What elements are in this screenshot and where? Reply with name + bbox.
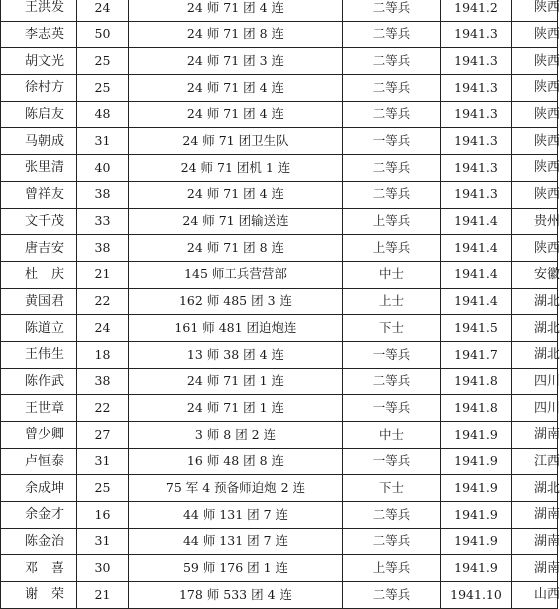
age-cell: 22 (77, 395, 129, 422)
soldier-name-cell: 王世章 (1, 395, 77, 422)
unit-cell: 44 师 131 团 7 连 (129, 502, 343, 529)
province-cell: 安徽 (512, 261, 558, 288)
province-cell: 湖北 (512, 288, 558, 315)
date-cell: 1941.3 (441, 48, 512, 75)
province-cell: 湖南 (512, 528, 558, 555)
unit-cell: 24 师 71 团 4 连 (129, 75, 343, 102)
province-cell: 湖南 (512, 502, 558, 529)
age-cell: 48 (77, 101, 129, 128)
age-cell: 30 (77, 555, 129, 582)
rank-cell: 二等兵 (343, 181, 441, 208)
age-cell: 25 (77, 475, 129, 502)
date-cell: 1941.10 (441, 582, 512, 609)
table-row (1, 208, 558, 235)
date-cell: 1941.3 (441, 128, 512, 155)
soldier-name-cell: 谢 荣 (1, 582, 77, 609)
date-cell: 1941.4 (441, 235, 512, 262)
age-cell: 25 (77, 48, 129, 75)
age-cell: 25 (77, 75, 129, 102)
table-row (1, 128, 558, 155)
soldier-name-cell: 卢恒泰 (1, 448, 77, 475)
unit-cell: 24 师 71 团 4 连 (129, 101, 343, 128)
table-row (1, 502, 558, 529)
rank-cell: 二等兵 (343, 48, 441, 75)
soldier-name-cell: 余成坤 (1, 475, 77, 502)
unit-cell: 24 师 71 团卫生队 (129, 128, 343, 155)
province-cell: 陕西 (512, 101, 558, 128)
rank-cell: 二等兵 (343, 155, 441, 182)
rank-cell: 二等兵 (343, 368, 441, 395)
table-row (1, 155, 558, 182)
rank-cell: 二等兵 (343, 21, 441, 48)
table-row (1, 181, 558, 208)
soldier-name-cell: 李志英 (1, 21, 77, 48)
rank-cell: 二等兵 (343, 582, 441, 609)
date-cell: 1941.7 (441, 341, 512, 368)
table-row (1, 341, 558, 368)
rank-cell: 二等兵 (343, 528, 441, 555)
age-cell: 31 (77, 448, 129, 475)
rank-cell: 中士 (343, 261, 441, 288)
province-cell: 山西 (512, 582, 558, 609)
soldier-name-cell: 徐村方 (1, 75, 77, 102)
age-cell: 50 (77, 21, 129, 48)
soldier-name-cell: 陈金治 (1, 528, 77, 555)
date-cell: 1941.9 (441, 422, 512, 449)
date-cell: 1941.3 (441, 75, 512, 102)
age-cell: 31 (77, 528, 129, 555)
unit-cell: 24 师 71 团 3 连 (129, 48, 343, 75)
date-cell: 1941.4 (441, 208, 512, 235)
province-cell: 湖南 (512, 422, 558, 449)
unit-cell: 24 师 71 团 1 连 (129, 368, 343, 395)
table-row (1, 528, 558, 555)
table-row (1, 101, 558, 128)
unit-cell: 24 师 71 团 4 连 (129, 181, 343, 208)
date-cell: 1941.9 (441, 555, 512, 582)
table-row (1, 315, 558, 342)
age-cell: 18 (77, 341, 129, 368)
date-cell: 1941.9 (441, 528, 512, 555)
rank-cell: 一等兵 (343, 448, 441, 475)
unit-cell: 162 师 485 团 3 连 (129, 288, 343, 315)
soldier-name-cell: 王洪发 (1, 0, 77, 21)
rank-cell: 一等兵 (343, 341, 441, 368)
age-cell: 16 (77, 502, 129, 529)
date-cell: 1941.5 (441, 315, 512, 342)
table-row (1, 422, 558, 449)
soldier-name-cell: 马朝成 (1, 128, 77, 155)
unit-cell: 24 师 71 团 1 连 (129, 395, 343, 422)
province-cell: 四川 (512, 395, 558, 422)
rank-cell: 上等兵 (343, 555, 441, 582)
province-cell: 陕西 (512, 181, 558, 208)
unit-cell: 161 师 481 团迫炮连 (129, 315, 343, 342)
unit-cell: 75 军 4 预备师迫炮 2 连 (129, 475, 343, 502)
age-cell: 24 (77, 0, 129, 21)
unit-cell: 44 师 131 团 7 连 (129, 528, 343, 555)
unit-cell: 145 师工兵营营部 (129, 261, 343, 288)
table-row (1, 288, 558, 315)
age-cell: 24 (77, 315, 129, 342)
table-row (1, 555, 558, 582)
table-row (1, 475, 558, 502)
soldier-name-cell: 陈作武 (1, 368, 77, 395)
rank-cell: 上士 (343, 288, 441, 315)
rank-cell: 二等兵 (343, 75, 441, 102)
unit-cell: 24 师 71 团输送连 (129, 208, 343, 235)
unit-cell: 178 师 533 团 4 连 (129, 582, 343, 609)
date-cell: 1941.3 (441, 181, 512, 208)
date-cell: 1941.9 (441, 502, 512, 529)
unit-cell: 24 师 71 团 8 连 (129, 21, 343, 48)
age-cell: 38 (77, 235, 129, 262)
age-cell: 22 (77, 288, 129, 315)
table-row (1, 395, 558, 422)
table-row (1, 75, 558, 102)
province-cell: 湖北 (512, 315, 558, 342)
table-row (1, 48, 558, 75)
date-cell: 1941.4 (441, 261, 512, 288)
rank-cell: 一等兵 (343, 395, 441, 422)
soldier-name-cell: 邓 喜 (1, 555, 77, 582)
rank-cell: 上等兵 (343, 235, 441, 262)
date-cell: 1941.3 (441, 155, 512, 182)
age-cell: 33 (77, 208, 129, 235)
unit-cell: 13 师 38 团 4 连 (129, 341, 343, 368)
province-cell: 湖南 (512, 555, 558, 582)
age-cell: 40 (77, 155, 129, 182)
table-row (1, 21, 558, 48)
age-cell: 21 (77, 582, 129, 609)
soldier-name-cell: 曾祥友 (1, 181, 77, 208)
rank-cell: 二等兵 (343, 0, 441, 21)
soldier-name-cell: 曾少卿 (1, 422, 77, 449)
unit-cell: 24 师 71 团 4 连 (129, 0, 343, 21)
rank-cell: 二等兵 (343, 101, 441, 128)
table-row (1, 368, 558, 395)
soldier-name-cell: 黄国君 (1, 288, 77, 315)
roster-body (1, 0, 558, 608)
province-cell: 陕西 (512, 0, 558, 21)
province-cell: 湖北 (512, 341, 558, 368)
soldier-name-cell: 陈道立 (1, 315, 77, 342)
table-row (1, 582, 558, 609)
table-row (1, 0, 558, 21)
unit-cell: 24 师 71 团机 1 连 (129, 155, 343, 182)
age-cell: 21 (77, 261, 129, 288)
province-cell: 陕西 (512, 75, 558, 102)
age-cell: 31 (77, 128, 129, 155)
table-row (1, 235, 558, 262)
table-row (1, 261, 558, 288)
date-cell: 1941.9 (441, 475, 512, 502)
soldier-name-cell: 唐吉安 (1, 235, 77, 262)
age-cell: 38 (77, 368, 129, 395)
province-cell: 陕西 (512, 235, 558, 262)
date-cell: 1941.2 (441, 0, 512, 21)
table-row (1, 448, 558, 475)
unit-cell: 16 师 48 团 8 连 (129, 448, 343, 475)
unit-cell: 59 师 176 团 1 连 (129, 555, 343, 582)
unit-cell: 24 师 71 团 8 连 (129, 235, 343, 262)
rank-cell: 下士 (343, 475, 441, 502)
soldier-name-cell: 胡文光 (1, 48, 77, 75)
rank-cell: 二等兵 (343, 502, 441, 529)
province-cell: 四川 (512, 368, 558, 395)
date-cell: 1941.8 (441, 395, 512, 422)
rank-cell: 一等兵 (343, 128, 441, 155)
soldier-name-cell: 文千茂 (1, 208, 77, 235)
rank-cell: 下士 (343, 315, 441, 342)
unit-cell: 3 师 8 团 2 连 (129, 422, 343, 449)
date-cell: 1941.3 (441, 21, 512, 48)
rank-cell: 中士 (343, 422, 441, 449)
age-cell: 27 (77, 422, 129, 449)
soldier-name-cell: 张里清 (1, 155, 77, 182)
province-cell: 陕西 (512, 21, 558, 48)
province-cell: 陕西 (512, 155, 558, 182)
province-cell: 贵州 (512, 208, 558, 235)
province-cell: 湖北 (512, 475, 558, 502)
soldier-name-cell: 余金才 (1, 502, 77, 529)
soldier-name-cell: 杜 庆 (1, 261, 77, 288)
soldier-name-cell: 陈启友 (1, 101, 77, 128)
date-cell: 1941.8 (441, 368, 512, 395)
date-cell: 1941.3 (441, 101, 512, 128)
date-cell: 1941.9 (441, 448, 512, 475)
age-cell: 38 (77, 181, 129, 208)
rank-cell: 上等兵 (343, 208, 441, 235)
province-cell: 陕西 (512, 128, 558, 155)
soldier-name-cell: 王伟生 (1, 341, 77, 368)
province-cell: 陕西 (512, 48, 558, 75)
date-cell: 1941.4 (441, 288, 512, 315)
province-cell: 江西 (512, 448, 558, 475)
